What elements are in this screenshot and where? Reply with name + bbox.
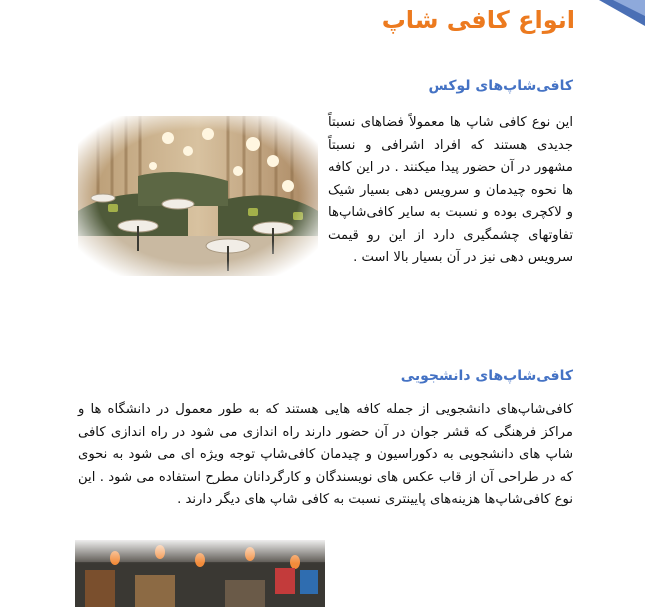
luxury-cafe-image [78,116,318,276]
student-cafe-paragraph: کافی‌شاپ‌های دانشجویی از جمله کافه هایی هستند که به طور معمول در دانشگاه ها و مراکز فرهنگی که قشر جوان در آن حضور دارند راه اندازی می شود در راه اندازی کافی شاپ های دانشجویی به دکوراسیون و چیدمان کافی‌شاپ توجه ویژه ای می شود به نحوی که در طراحی آن از قاب عکس های نویسندگان و کارگردانان مطرح استفاده می شود . این نوع کافی‌شاپ‌ها هزینه‌های پایینتری نسبت به کافی شاپ های دیگر دارند . [78,402,573,507]
section-heading-luxury: کافی‌شاپ‌های لوکس [428,78,573,94]
section-heading-student: کافی‌شاپ‌های دانشجویی [400,368,573,384]
page-title: انواع کافی شاپ [381,6,575,34]
student-cafe-image [75,540,325,607]
luxury-cafe-paragraph: این نوع کافی شاپ ها معمولاً فضاهای نسبتاً جدیدی هستند که افراد اشرافی و نسبتاً مشهور در آن حضور پیدا میکنند . در این کافه ها نحوه چیدمان و سرویس دهی بسیار شیک و لاکچری بوده و نسبت به سایر کافی‌شاپ‌ها تفاوتهای چشمگیری دارد از این رو قیمت سرویس دهی نیز در آن بسیار بالا است . [328,115,573,265]
page-corner-decoration [595,0,645,30]
